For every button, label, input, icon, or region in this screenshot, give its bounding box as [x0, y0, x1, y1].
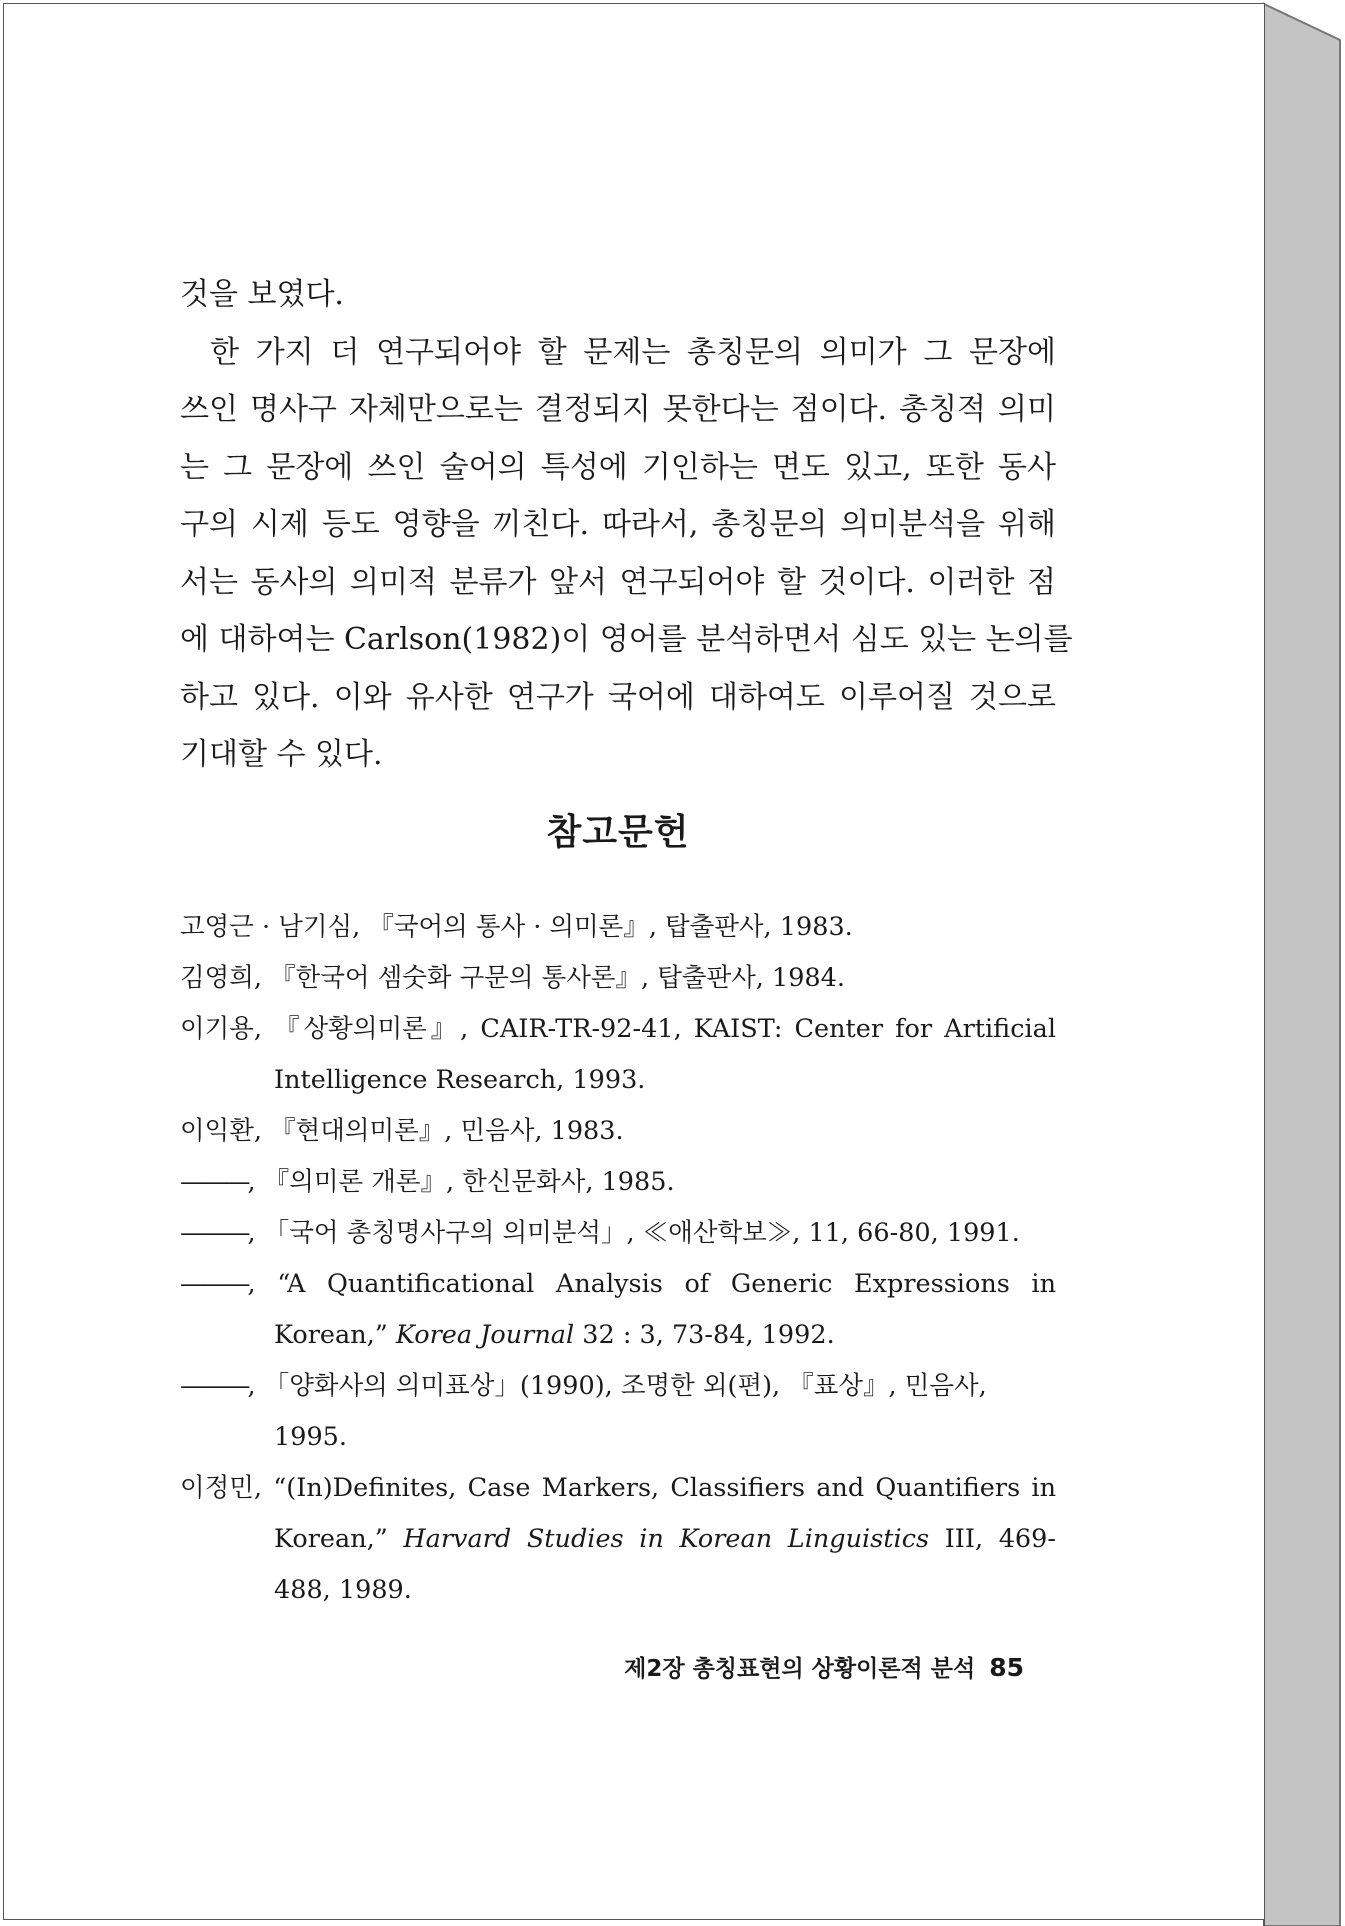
reference-text: , 『의미론 개론』, 한신문화사, 1985. [247, 1167, 675, 1197]
journal-title: Harvard Studies in Korean Linguistics [403, 1524, 930, 1554]
chapter-running-head: 제2장 총칭표현의 상황이론적 분석 [624, 1656, 976, 1682]
ditto-dash: ——— [180, 1371, 248, 1401]
document-page [4, 4, 1264, 1919]
reference-entry [180, 1463, 1056, 1616]
ditto-dash: ——— [180, 1167, 248, 1197]
reference-entry [180, 1259, 1056, 1361]
reference-text: 이정민, “(In)Definites, Case Markers, Classifiers and Quantifiers in Korean,” [180, 1473, 1056, 1554]
reference-entry [180, 1157, 1056, 1208]
reference-entry [180, 1106, 1056, 1157]
reference-text: III, 469-488, 1989. [274, 1524, 1057, 1605]
reference-text: 이익환, 『현대의미론』, 민음사, 1983. [180, 1116, 624, 1146]
page-number: 85 [989, 1653, 1024, 1682]
reference-entry [180, 1208, 1056, 1259]
reference-text: 김영희, 『한국어 셈숫화 구문의 통사론』, 탑출판사, 1984. [180, 963, 845, 993]
reference-text: 고영근 · 남기심, 『국어의 통사 · 의미론』, 탑출판사, 1983. [180, 912, 853, 942]
reference-text: , 「국어 총칭명사구의 의미분석」, ≪애산학보≫, 11, 66-80, 1991. [247, 1218, 1020, 1248]
body-text [180, 266, 1073, 784]
body-line: 기대할 수 있다. [180, 737, 383, 772]
body-line: 서는 동사의 의미적 분류가 앞서 연구되어야 할 것이다. 이러한 점 [180, 564, 1056, 600]
references-heading: 참고문헌 [546, 812, 690, 853]
body-line: 구의 시제 등도 영향을 끼친다. 따라서, 총칭문의 의미분석을 위해 [180, 507, 1056, 542]
body-line: 한 가지 더 연구되어야 할 문제는 총칭문의 의미가 그 문장에 [210, 334, 1056, 370]
reference-text: 이기용, 『상황의미론』, CAIR-TR-92-41, KAIST: Center for Artificial Intelligence Research, 1993. [180, 1014, 1056, 1095]
reference-entry [180, 953, 1056, 1004]
reference-text: , 「양화사의 의미표상」(1990), 조명한 외(편), 『표상』, 민음사, 1995. [247, 1371, 987, 1452]
body-line: 하고 있다. 이와 유사한 연구가 국어에 대하여도 이루어질 것으로 [180, 679, 1056, 715]
ditto-dash: ——— [180, 1218, 248, 1248]
body-line: 쓰인 명사구 자체만으로는 결정되지 못한다는 점이다. 총칭적 의미 [180, 392, 1056, 427]
running-footer [592, 1650, 1024, 1683]
reference-text: 32 : 3, 73-84, 1992. [574, 1320, 835, 1350]
body-line: 에 대하여는 Carlson(1982)이 영어를 분석하면서 심도 있는 논의를 [180, 622, 1073, 657]
reference-entry [180, 1004, 1056, 1106]
reference-entry [180, 1361, 1056, 1463]
ditto-dash: ——— [180, 1269, 248, 1299]
reference-text: , “A Quantificational Analysis of Generic Expressions in Korean,” [247, 1269, 1056, 1350]
reference-entry [180, 902, 1056, 953]
journal-title: Korea Journal [395, 1320, 575, 1350]
body-line: 것을 보였다. [180, 277, 344, 312]
body-line: 는 그 문장에 쓰인 술어의 특성에 기인하는 면도 있고, 또한 동사 [180, 449, 1056, 485]
reference-list [180, 902, 1056, 1616]
